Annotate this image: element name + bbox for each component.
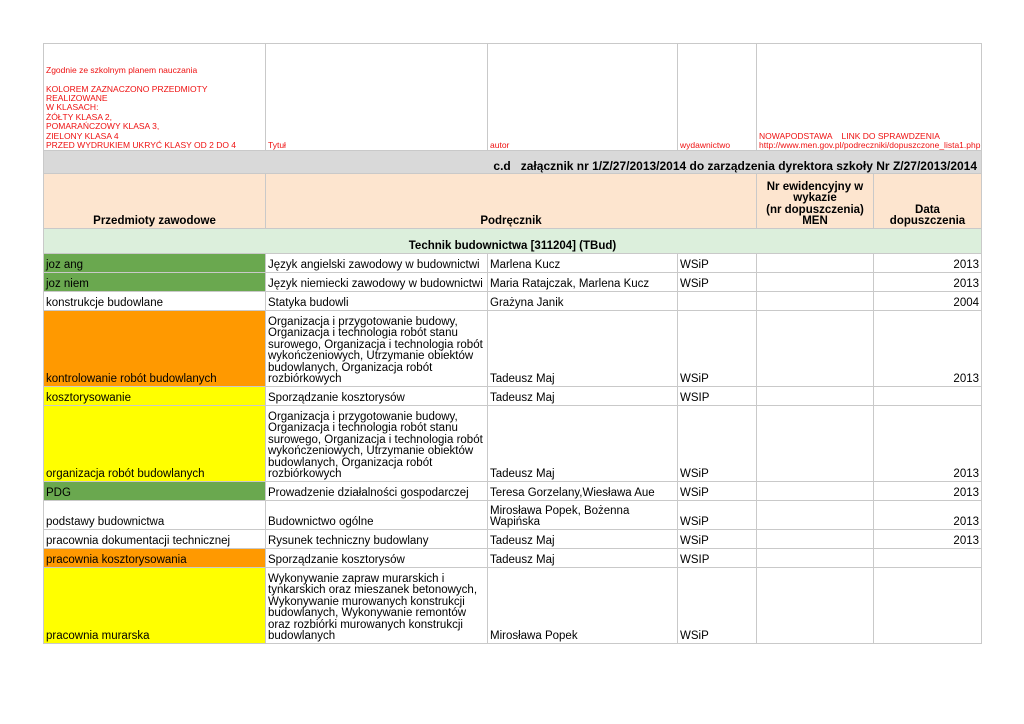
title-cell xyxy=(266,481,488,500)
table-row xyxy=(44,272,982,291)
link-label: NOWAPODSTAWA LINK DO SPRAWDZENIA xyxy=(759,130,940,141)
registry-cell xyxy=(757,310,874,386)
author-cell xyxy=(488,291,678,310)
registry-cell xyxy=(757,548,874,567)
author-cell xyxy=(488,567,678,643)
author-line: Mirosława Popek, Bożenna xyxy=(490,504,630,517)
note-cell xyxy=(44,44,266,151)
date-cell: 2013 xyxy=(874,253,982,272)
header-publisher-cell xyxy=(678,44,757,151)
date-cell: 2013 xyxy=(874,529,982,548)
title-line: surowego, Organizacja i technologia robót xyxy=(268,338,483,351)
author-cell xyxy=(488,405,678,481)
header-publisher: wydawnictwo xyxy=(680,140,731,150)
title-line: rozbiórkowych xyxy=(268,468,342,480)
subject-cell: organizacja robót budowlanych xyxy=(44,405,266,481)
note-line: Zgodnie ze szkolnym planem nauczania xyxy=(46,65,198,75)
publisher-cell: WSiP xyxy=(678,310,757,386)
title-line: Sporządzanie kosztorysów xyxy=(268,554,405,566)
title-cell xyxy=(266,567,488,643)
title-line: Budownictwo ogólne xyxy=(268,516,374,528)
link-cell xyxy=(757,44,982,151)
table-row xyxy=(44,386,982,405)
title-line: wykończeniowych, Utrzymanie obiektów xyxy=(268,350,474,362)
header-title: Tytuł xyxy=(268,140,286,150)
note-line: W KLASACH: xyxy=(46,102,99,112)
author-cell xyxy=(488,529,678,548)
note-line: ZIELONY KLASA 4 xyxy=(46,130,119,141)
title-line: budowlanych, Wykonywanie remontów xyxy=(268,607,467,619)
title-line: Wykonywanie zapraw murarskich i xyxy=(268,572,445,585)
registry-header-line: wykazie xyxy=(793,192,837,204)
author-cell xyxy=(488,481,678,500)
note-line xyxy=(46,75,263,85)
registry-cell xyxy=(757,567,874,643)
subject-cell: pracownia dokumentacji technicznej xyxy=(44,529,266,548)
column-header-row xyxy=(44,173,982,228)
note-line: ŻÓŁTY KLASA 2, xyxy=(46,111,112,122)
date-cell: 2004 xyxy=(874,291,982,310)
title-line: oraz rozbiórki murowanych konstrukcji xyxy=(268,618,463,631)
title-line: Wykonywanie murowanych konstrukcji xyxy=(268,595,465,608)
note-line: PRZED WYDRUKIEM UKRYĆ KLASY OD 2 DO 4 xyxy=(46,140,237,150)
col-date: Data dopuszczenia xyxy=(874,173,982,228)
date-cell xyxy=(874,567,982,643)
subject-cell: kosztorysowanie xyxy=(44,386,266,405)
title-line: tynkarskich oraz mieszanek betonowych, xyxy=(268,584,478,596)
registry-cell xyxy=(757,481,874,500)
author-line: Marlena Kucz xyxy=(490,259,561,271)
col-registry xyxy=(757,173,874,228)
note-line: POMARAŃCZOWY KLASA 3, xyxy=(46,121,160,131)
author-cell xyxy=(488,500,678,529)
title-line: surowego, Organizacja i technologia robót xyxy=(268,433,483,446)
title-line: Statyka budowli xyxy=(268,297,349,309)
annex-title-row xyxy=(44,150,982,173)
title-line: Rysunek techniczny budowlany xyxy=(268,535,429,547)
link-url[interactable]: http://www.men.gov.pl/podreczniki/dopuszczone_lista1.php xyxy=(759,140,981,150)
author-line: Maria Ratajczak, Marlena Kucz xyxy=(490,278,650,290)
table-row xyxy=(44,548,982,567)
publisher-cell: WSiP xyxy=(678,481,757,500)
publisher-cell: WSiP xyxy=(678,500,757,529)
author-line: Tadeusz Maj xyxy=(490,373,555,385)
title-line: Sporządzanie kosztorysów xyxy=(268,392,405,404)
header-author: autor xyxy=(490,140,510,150)
registry-cell xyxy=(757,500,874,529)
annex-title: c.d załącznik nr 1/Z/27/2013/2014 do zarządzenia dyrektora szkoły Nr Z/27/2013/2014 xyxy=(493,159,978,173)
title-cell xyxy=(266,500,488,529)
title-line: budowlanych, Organizacja robót xyxy=(268,361,433,374)
registry-cell xyxy=(757,272,874,291)
registry-cell xyxy=(757,386,874,405)
annex-title-cell xyxy=(44,150,982,173)
date-cell xyxy=(874,386,982,405)
title-cell xyxy=(266,405,488,481)
col-textbook: Podręcznik xyxy=(266,173,757,228)
date-cell: 2013 xyxy=(874,405,982,481)
subject-cell: joz niem xyxy=(44,272,266,291)
title-line: budowlanych, Organizacja robót xyxy=(268,456,433,469)
title-cell xyxy=(266,310,488,386)
table-row xyxy=(44,567,982,643)
table-row xyxy=(44,500,982,529)
title-line: rozbiórkowych xyxy=(268,373,342,385)
publisher-cell: WSIP xyxy=(678,548,757,567)
table-row xyxy=(44,253,982,272)
subject-cell: kontrolowanie robót budowlanych xyxy=(44,310,266,386)
textbook-table xyxy=(43,43,982,644)
title-line: Organizacja i przygotowanie budowy, xyxy=(268,315,458,328)
author-line: Tadeusz Maj xyxy=(490,468,555,480)
publisher-cell xyxy=(678,291,757,310)
registry-header-line: MEN xyxy=(802,215,828,227)
subject-cell: pracownia murarska xyxy=(44,567,266,643)
title-cell xyxy=(266,253,488,272)
author-cell xyxy=(488,272,678,291)
title-cell xyxy=(266,386,488,405)
subject-cell: PDG xyxy=(44,481,266,500)
author-line: Teresa Gorzelany,Wiesława Aue xyxy=(490,487,655,499)
title-line: Prowadzenie działalności gospodarczej xyxy=(268,487,469,499)
date-cell: 2013 xyxy=(874,272,982,291)
registry-header-line: (nr dopuszczenia) xyxy=(766,203,864,216)
registry-cell xyxy=(757,405,874,481)
publisher-cell: WSIP xyxy=(678,386,757,405)
subject-cell: joz ang xyxy=(44,253,266,272)
section-title: Technik budownictwa [311204] (TBud) xyxy=(44,228,982,253)
date-cell: 2013 xyxy=(874,500,982,529)
table-row xyxy=(44,529,982,548)
publisher-cell: WSiP xyxy=(678,529,757,548)
title-line: Organizacja i technologia robót stanu xyxy=(268,327,458,339)
title-line: wykończeniowych, Utrzymanie obiektów xyxy=(268,445,474,457)
title-cell xyxy=(266,291,488,310)
subject-cell: konstrukcje budowlane xyxy=(44,291,266,310)
title-cell xyxy=(266,529,488,548)
title-cell xyxy=(266,272,488,291)
title-line: Język niemiecki zawodowy w budownictwi xyxy=(268,278,483,290)
subject-cell: podstawy budownictwa xyxy=(44,500,266,529)
registry-header-line: Nr ewidencyjny w xyxy=(766,180,864,193)
table-row xyxy=(44,405,982,481)
author-cell xyxy=(488,253,678,272)
title-line: Organizacja i przygotowanie budowy, xyxy=(268,410,458,423)
date-cell: 2013 xyxy=(874,310,982,386)
author-line: Grażyna Janik xyxy=(490,297,564,309)
table-row xyxy=(44,310,982,386)
date-cell xyxy=(874,548,982,567)
subject-cell: pracownia kosztorysowania xyxy=(44,548,266,567)
title-cell xyxy=(266,548,488,567)
section-row xyxy=(44,228,982,253)
author-line: Tadeusz Maj xyxy=(490,554,555,566)
table-row xyxy=(44,481,982,500)
author-cell xyxy=(488,386,678,405)
publisher-cell: WSiP xyxy=(678,272,757,291)
title-line: Język angielski zawodowy w budownictwi xyxy=(268,259,480,271)
author-cell xyxy=(488,548,678,567)
date-cell: 2013 xyxy=(874,481,982,500)
author-cell xyxy=(488,310,678,386)
author-line: Tadeusz Maj xyxy=(490,392,555,404)
top-info-row xyxy=(44,44,982,151)
author-line: Mirosława Popek xyxy=(490,630,578,642)
registry-cell xyxy=(757,291,874,310)
registry-cell xyxy=(757,253,874,272)
header-author-cell xyxy=(488,44,678,151)
author-line: Tadeusz Maj xyxy=(490,535,555,547)
title-line: Organizacja i technologia robót stanu xyxy=(268,422,458,434)
publisher-cell: WSiP xyxy=(678,567,757,643)
author-line: Wapińska xyxy=(490,516,541,528)
registry-cell xyxy=(757,529,874,548)
publisher-cell: WSiP xyxy=(678,253,757,272)
header-title-cell xyxy=(266,44,488,151)
publisher-cell: WSiP xyxy=(678,405,757,481)
title-line: budowlanych xyxy=(268,630,336,642)
col-subjects: Przedmioty zawodowe xyxy=(44,173,266,228)
note-line: KOLOREM ZAZNACZONO PRZEDMIOTY REALIZOWANE xyxy=(46,84,208,103)
table-row xyxy=(44,291,982,310)
